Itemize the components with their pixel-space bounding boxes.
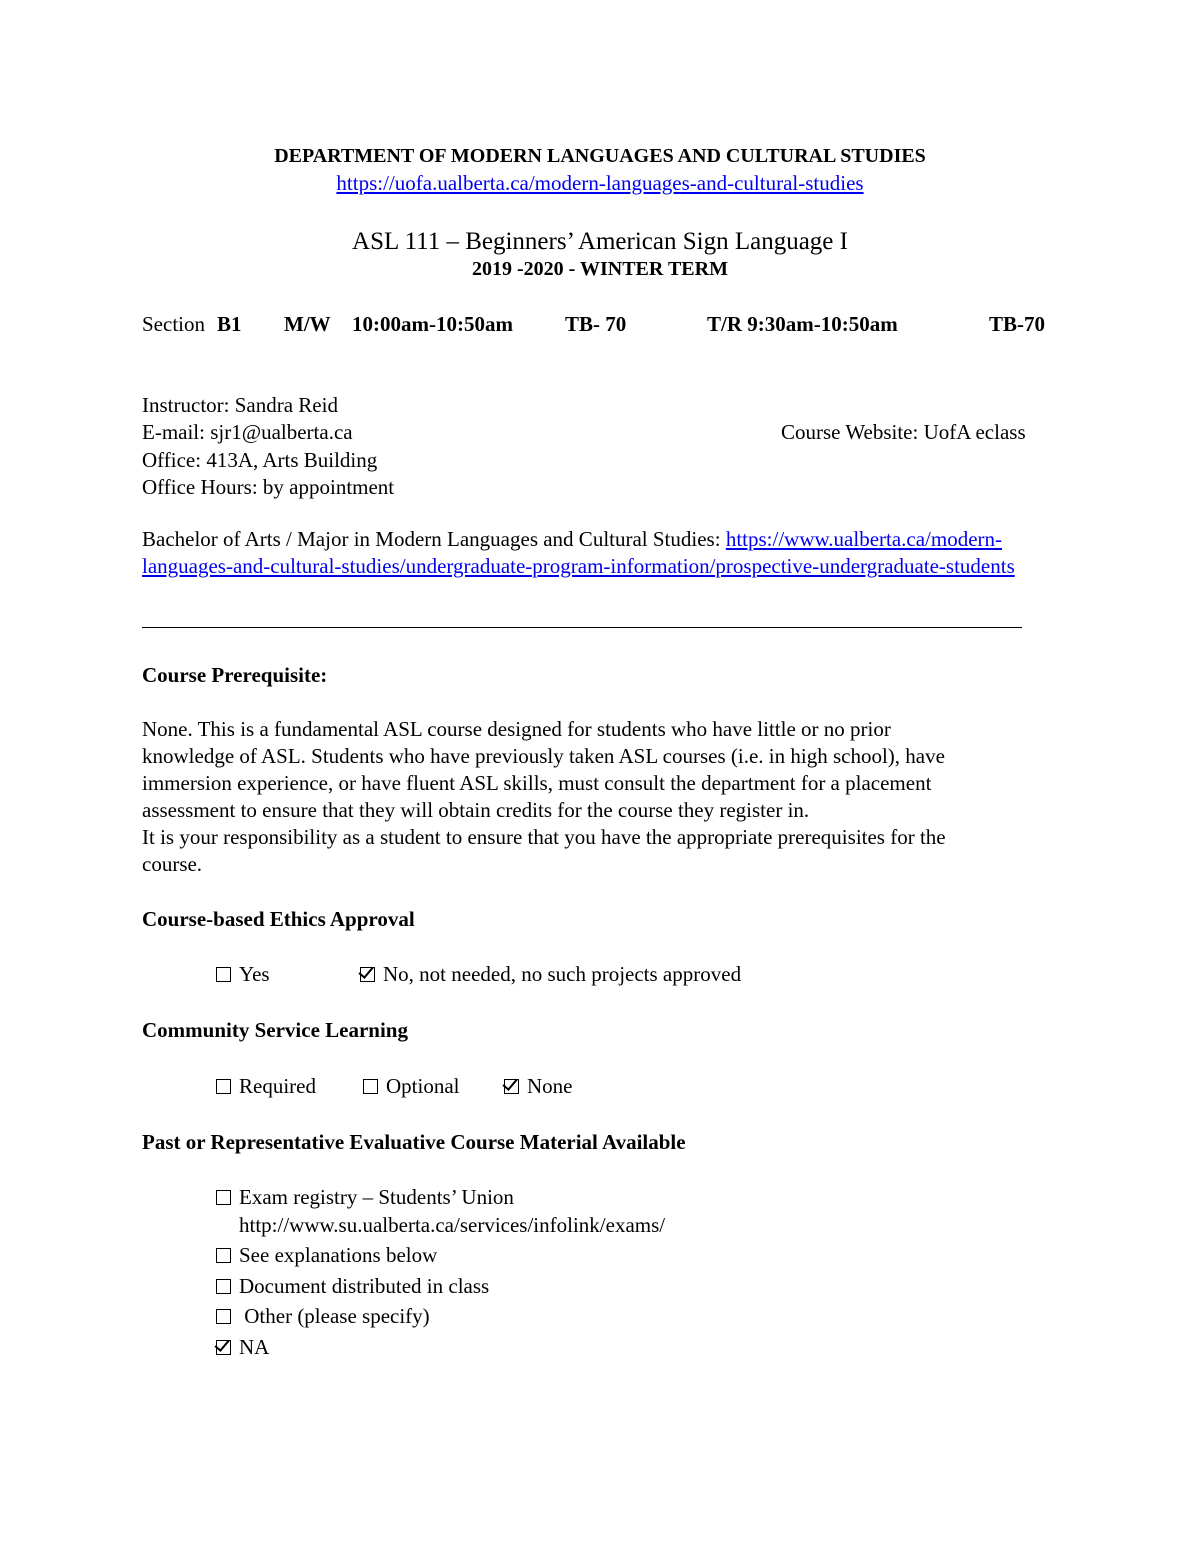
option-label: NA bbox=[239, 1335, 270, 1359]
instructor-email: E-mail: sjr1@ualberta.ca bbox=[142, 420, 353, 444]
checkbox-icon[interactable] bbox=[216, 1079, 231, 1094]
course-title: ASL 111 – Beginners’ American Sign Language I bbox=[352, 228, 848, 255]
instructor-name: Instructor: Sandra Reid bbox=[142, 393, 338, 417]
material-heading: Past or Representative Evaluative Course Material Available bbox=[142, 1130, 686, 1154]
checkbox-icon[interactable] bbox=[216, 967, 231, 982]
section-label: Section bbox=[142, 312, 205, 336]
checkbox-icon[interactable] bbox=[216, 1190, 231, 1205]
prerequisite-line: It is your responsibility as a student to ensure that you have the appropriate prerequisites for the bbox=[142, 825, 946, 849]
csl-option-optional bbox=[363, 1076, 460, 1097]
department-link[interactable]: https://uofa.ualberta.ca/modern-languages-and-cultural-studies bbox=[336, 171, 864, 195]
department-url bbox=[0, 173, 1200, 194]
option-label: None bbox=[527, 1074, 573, 1098]
option-label: Other (please specify) bbox=[239, 1304, 430, 1328]
exam-registry-url: http://www.su.ualberta.ca/services/infolink/exams/ bbox=[239, 1213, 666, 1237]
room-tr: TB-70 bbox=[989, 312, 1046, 336]
option-label: No, not needed, no such projects approved bbox=[383, 962, 742, 986]
prerequisite-heading: Course Prerequisite: bbox=[142, 663, 328, 687]
ethics-heading: Course-based Ethics Approval bbox=[142, 907, 415, 931]
program-line-2 bbox=[142, 556, 1015, 577]
course-website: Course Website: UofA eclass bbox=[781, 420, 1026, 444]
csl-option-none bbox=[504, 1076, 573, 1097]
option-label: See explanations below bbox=[239, 1243, 438, 1267]
prerequisite-line: None. This is a fundamental ASL course designed for students who have little or no prior bbox=[142, 717, 891, 741]
checked-checkbox-icon[interactable] bbox=[360, 967, 375, 982]
prerequisite-line: immersion experience, or have fluent ASL skills, must consult the department for a placement bbox=[142, 771, 932, 795]
days-time-tr: T/R 9:30am-10:50am bbox=[707, 312, 898, 336]
program-label: Bachelor of Arts / Major in Modern Languages and Cultural Studies: bbox=[142, 527, 726, 551]
checkbox-icon[interactable] bbox=[363, 1079, 378, 1094]
checkbox-icon[interactable] bbox=[216, 1279, 231, 1294]
checked-checkbox-icon[interactable] bbox=[504, 1079, 519, 1094]
material-option-na bbox=[216, 1337, 269, 1358]
department-heading: DEPARTMENT OF MODERN LANGUAGES AND CULTURAL STUDIES bbox=[274, 145, 926, 167]
csl-option-required bbox=[216, 1076, 316, 1097]
option-label: Required bbox=[239, 1074, 316, 1098]
office-hours: Office Hours: by appointment bbox=[142, 475, 395, 499]
prerequisite-line: assessment to ensure that they will obtain credits for the course they register in. bbox=[142, 798, 810, 822]
option-label: Yes bbox=[239, 962, 270, 986]
material-option-other bbox=[216, 1306, 430, 1327]
time-mw: 10:00am-10:50am bbox=[352, 312, 513, 336]
divider bbox=[142, 627, 1022, 628]
program-line bbox=[142, 529, 1002, 550]
option-label: Optional bbox=[386, 1074, 460, 1098]
checkbox-icon[interactable] bbox=[216, 1248, 231, 1263]
ethics-option-yes bbox=[216, 964, 270, 985]
program-link-part1[interactable]: https://www.ualberta.ca/modern- bbox=[725, 527, 1003, 551]
days-mw: M/W bbox=[284, 312, 331, 336]
term: 2019 -2020 - WINTER TERM bbox=[472, 258, 728, 280]
csl-heading: Community Service Learning bbox=[142, 1018, 408, 1042]
ethics-option-no bbox=[360, 964, 741, 985]
checked-checkbox-icon[interactable] bbox=[216, 1340, 231, 1355]
prerequisite-line: knowledge of ASL. Students who have previously taken ASL courses (i.e. in high school), have bbox=[142, 744, 945, 768]
material-option-document bbox=[216, 1276, 489, 1297]
prerequisite-line: course. bbox=[142, 852, 203, 876]
option-label: Document distributed in class bbox=[239, 1274, 490, 1298]
office-location: Office: 413A, Arts Building bbox=[142, 448, 378, 472]
option-label: Exam registry – Students’ Union bbox=[239, 1185, 514, 1209]
program-link-part2[interactable]: languages-and-cultural-studies/undergraduate-program-information/prospective-undergraduate-students bbox=[142, 554, 1015, 578]
checkbox-icon[interactable] bbox=[216, 1309, 231, 1324]
section-id: B1 bbox=[217, 312, 242, 336]
room-mw: TB- 70 bbox=[565, 312, 627, 336]
material-option-explanations bbox=[216, 1245, 437, 1266]
material-option-exam-registry bbox=[216, 1187, 514, 1208]
